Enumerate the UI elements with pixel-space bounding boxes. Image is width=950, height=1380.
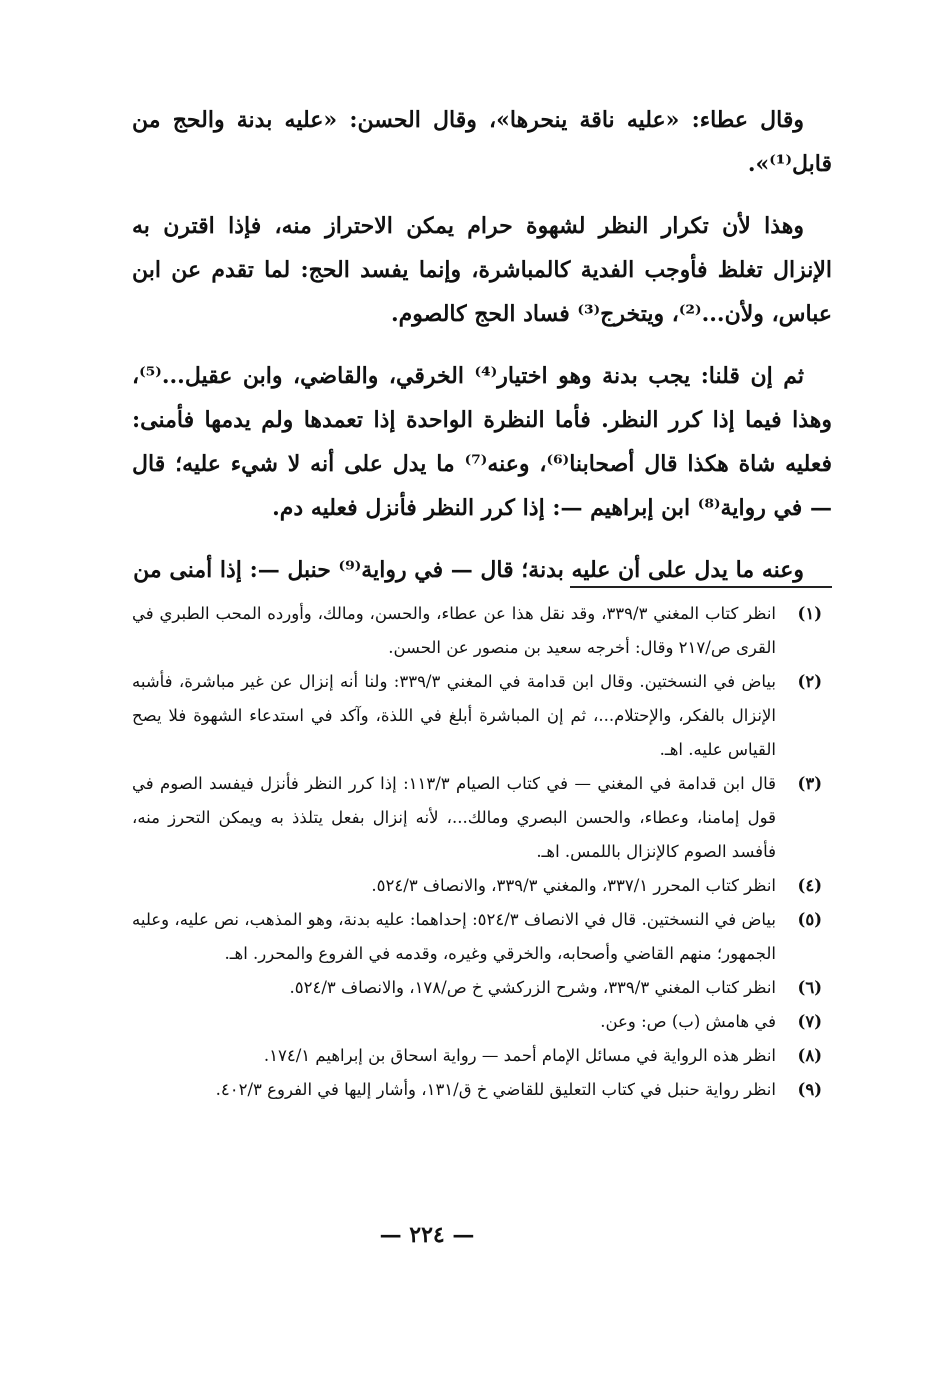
footnote-text: في هامش (ب) ص: وعن. [600, 1012, 776, 1031]
footnote-number: (٣) [797, 774, 822, 793]
footnote-number: (٤) [797, 876, 822, 895]
footnote-text: انظر رواية حنبل في كتاب التعليق للقاضي خ ق/١٣١، وأشار إليها في الفروع ٤٠٢/٣. [215, 1080, 776, 1099]
footnote-text: انظر كتاب المغني ٣٣٩/٣، وشرح الزركشي خ ص/١٧٨، والانصاف ٥٢٤/٣. [289, 978, 776, 997]
footnote-6 [132, 971, 822, 1005]
footnote-text: بياض في النسختين. وقال ابن قدامة في المغني ٣٣٩/٣: ولنا أنه إنزال عن غير مباشرة، فأشبه الإنزال بالفكر، والإحتلام...، ثم إن المباشرة أبلغ في اللذة، وآكد في استدعاء الشهوة فلا يصح القياس عليه. اهـ. [132, 672, 777, 759]
footnote-2 [132, 665, 822, 767]
footnote-number: (٨) [797, 1046, 822, 1065]
footnote-text: انظر كتاب المغني ٣٣٩/٣، وقد نقل هذا عن عطاء، والحسن، ومالك، وأورده المحب الطبري في القرى ص/٢١٧ وقال: أخرجه سعيد بن منصور عن الحسن. [132, 604, 776, 657]
footnote-3 [132, 767, 822, 869]
footnote-number: (٢) [797, 672, 822, 691]
footnote-text: انظر كتاب المحرر ٣٣٧/١، والمغني ٣٣٩/٣، والانصاف ٥٢٤/٣. [371, 876, 776, 895]
main-text [132, 98, 832, 610]
footnotes [132, 597, 822, 1107]
footnote-9 [132, 1073, 822, 1107]
page-number: — ٢٢٤ — [379, 1222, 475, 1248]
footnote-8 [132, 1039, 822, 1073]
footnote-4 [132, 869, 822, 903]
paragraph-4: وعنه ما يدل على أن عليه بدنة؛ قال — في رواية⁽⁹⁾ حنبل —: إذا أمنى من [133, 557, 804, 583]
paragraph-2: وهذا لأن تكرار النظر لشهوة حرام يمكن الاحتراز منه، فإذا اقترن به الإنزال تغلظ فأوجب الفدية كالمباشرة، وإنما يفسد الحج: لما تقدم عن ابن عباس، ولأن...⁽²⁾، ويتخرج⁽³⁾ فساد الحج كالصوم. [132, 213, 832, 327]
footnote-text: بياض في النسختين. قال في الانصاف ٥٢٤/٣: إحداهما: عليه بدنة، وهو المذهب، نص عليه، وعليه الجمهور؛ منهم القاضي وأصحابه، والخرقي وغيره، وقدمه في الفروع والمحرر. اهـ. [132, 910, 776, 963]
footnote-5 [132, 903, 822, 971]
footnote-number: (٥) [797, 910, 822, 929]
paragraph-3: ثم إن قلنا: يجب بدنة وهو اختيار⁽⁴⁾ الخرقي، والقاضي، وابن عقيل...⁽⁵⁾، وهذا فيما إذا كرر النظر. فأما النظرة الواحدة إذا تعمدها ولم يدمها فأمنى: فعليه شاة هكذا قال أصحابنا⁽⁶⁾، وعنه⁽⁷⁾ ما يدل على أنه لا شيء عليه؛ قال — في رواية⁽⁸⁾ ابن إبراهيم —: إذا كرر النظر فأنزل فعليه دم. [132, 363, 832, 521]
footnote-number: (١) [797, 604, 822, 623]
footnote-text: انظر هذه الرواية في مسائل الإمام أحمد — رواية اسحاق بن إبراهيم ١٧٤/١. [263, 1046, 776, 1065]
paragraph-1: وقال عطاء: «عليه ناقة ينحرها»، وقال الحسن: «عليه بدنة والحج من قابل⁽¹⁾». [132, 107, 832, 177]
footnote-7 [132, 1005, 822, 1039]
footnote-separator [570, 586, 832, 588]
footnote-number: (٦) [797, 978, 822, 997]
footnote-text: قال ابن قدامة في المغني — في كتاب الصيام ١١٣/٣: إذا كرر النظر فأنزل فيفسد الصوم في قول إمامنا، وعطاء، والحسن البصري ومالك...، لأنه إنزال بفعل يتلذذ به ويمكن التحرز منه، فأفسد الصوم كالإنزال باللمس. اهـ. [132, 774, 776, 861]
footnote-1 [132, 597, 822, 665]
footnote-number: (٧) [797, 1012, 822, 1031]
footnote-number: (٩) [797, 1080, 822, 1099]
